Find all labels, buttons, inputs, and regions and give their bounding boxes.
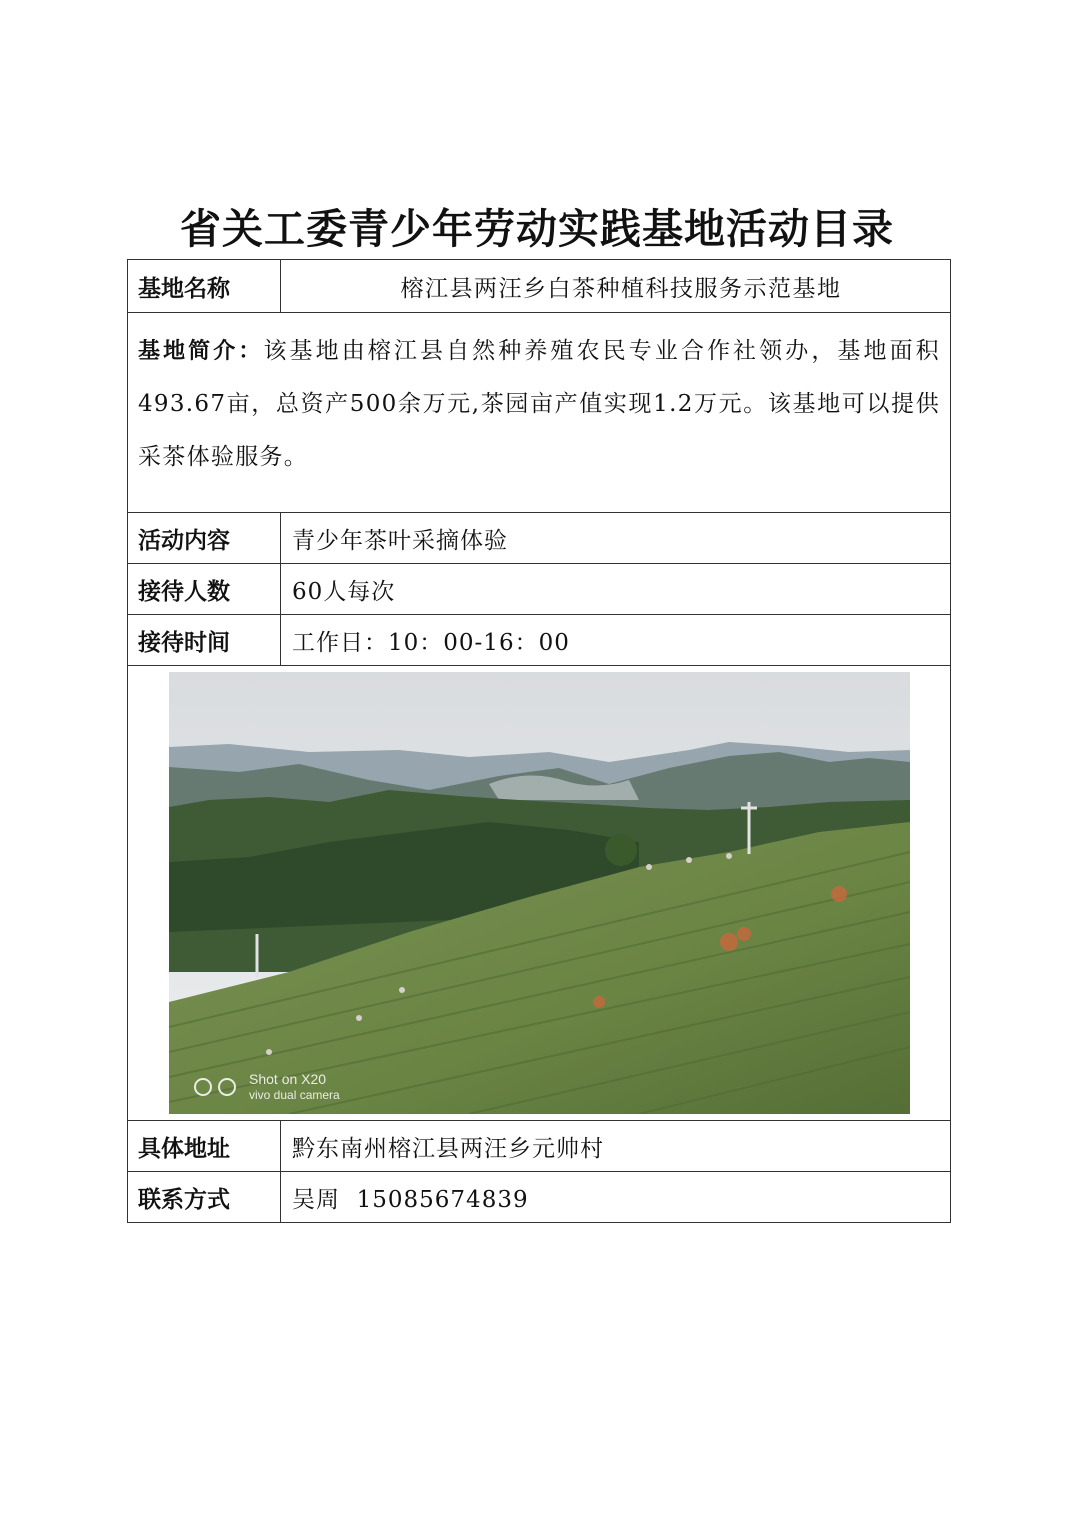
activity-row <box>128 513 951 564</box>
contact-row <box>128 1172 951 1223</box>
base-name-row <box>128 260 951 313</box>
capacity-row <box>128 564 951 615</box>
intro-text: 该基地由榕江县自然种养殖农民专业合作社领办，基地面积493.67亩，总资产500余万元,茶园亩产值实现1.2万元。该基地可以提供采茶体验服务。 <box>138 338 940 470</box>
activity-value: 青少年茶叶采摘体验 <box>281 513 951 564</box>
base-info-table <box>127 259 951 1223</box>
activity-label: 活动内容 <box>128 513 281 564</box>
tea-plantation-photo <box>169 672 910 1114</box>
contact-value: 吴周 15085674839 <box>281 1172 951 1223</box>
photo-watermark-line1: Shot on X20 <box>248 1071 326 1087</box>
address-value: 黔东南州榕江县两汪乡元帅村 <box>281 1121 951 1172</box>
capacity-label: 接待人数 <box>128 564 281 615</box>
intro-paragraph <box>138 325 940 484</box>
intro-row <box>128 313 951 513</box>
base-name-label: 基地名称 <box>128 260 281 313</box>
hours-value: 工作日：10：00-16：00 <box>281 615 951 666</box>
photo-watermark-line2: vivo dual camera <box>248 1088 340 1102</box>
hours-label: 接待时间 <box>128 615 281 666</box>
contact-label: 联系方式 <box>128 1172 281 1223</box>
base-name-value: 榕江县两汪乡白茶种植科技服务示范基地 <box>281 260 951 313</box>
page-title: 省关工委青少年劳动实践基地活动目录 <box>180 205 894 253</box>
intro-cell <box>128 313 951 513</box>
photo-lone-tree <box>605 834 637 866</box>
address-row <box>128 1121 951 1172</box>
address-label: 具体地址 <box>128 1121 281 1172</box>
intro-label: 基地简介： <box>138 339 264 364</box>
capacity-value: 60人每次 <box>281 564 951 615</box>
photo-row <box>128 666 951 1121</box>
photo-cell <box>128 666 951 1121</box>
hours-row <box>128 615 951 666</box>
